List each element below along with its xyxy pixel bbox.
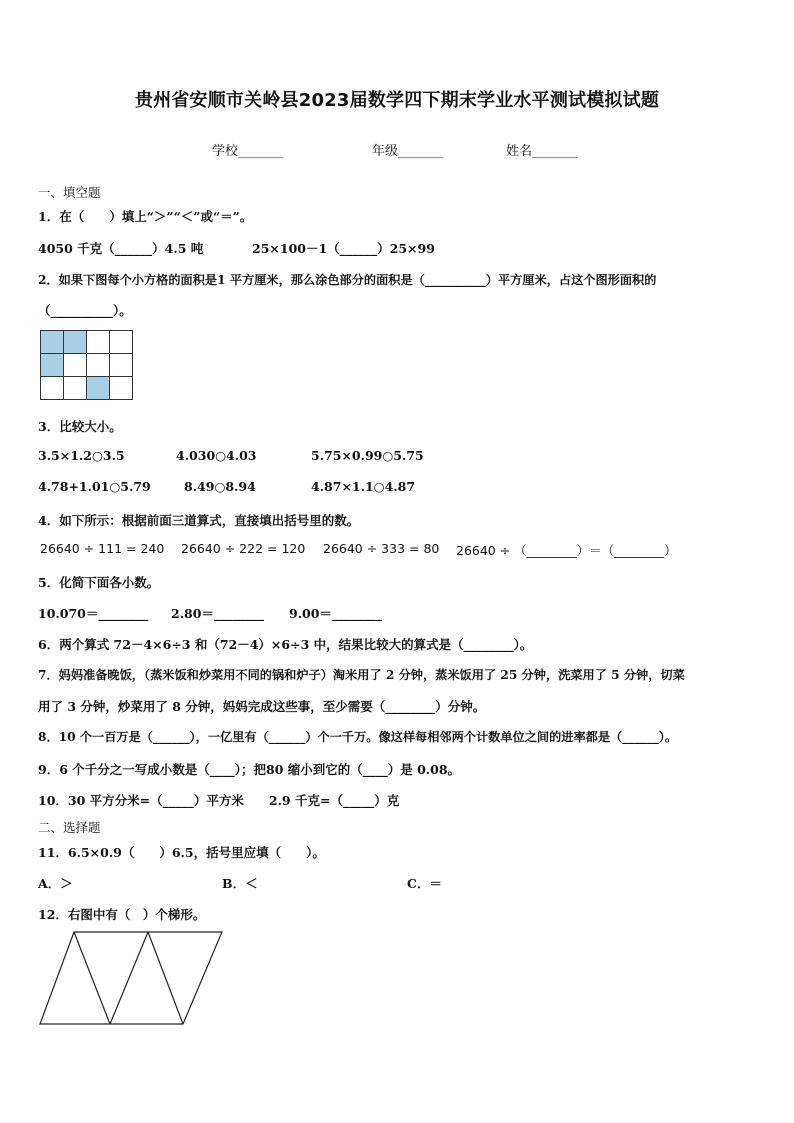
question-2-line-1: 2．如果下图每个小方格的面积是1 平方厘米，那么涂色部分的面积是（__________）平方厘米，占这个图形面积的	[38, 273, 657, 287]
question-5-item-3: 9.00＝________	[289, 606, 382, 621]
section-heading-fill-in: 一、填空题	[38, 185, 101, 200]
grid-cell-shaded	[41, 331, 64, 354]
question-11-option-b: B．＜	[222, 876, 258, 891]
question-11-stem: 11．6.5×0.9（ ）6.5，括号里应填（ ）。	[38, 845, 325, 860]
grid-cell-shaded	[64, 331, 87, 354]
question-3-item-4: 4.78+1.01○5.79	[38, 479, 151, 494]
question-3-item-1: 3.5×1.2○3.5	[38, 448, 125, 463]
page-title: 贵州省安顺市关岭县2023届数学四下期末学业水平测试模拟试题	[134, 90, 660, 111]
inner-line-1	[74, 932, 110, 1024]
inner-line-3	[148, 932, 183, 1024]
question-5-stem: 5．化简下面各小数。	[38, 575, 160, 590]
question-1-item-b: 25×100－1（______）25×99	[252, 241, 435, 256]
question-11-option-c: C．＝	[407, 876, 442, 891]
question-10: 10．30 平方分米=（_____）平方米 2.9 千克=（_____）克	[38, 793, 400, 808]
question-7-line-2: 用了 3 分钟，炒菜用了 8 分钟，妈妈完成这些事，至少需要（________）分钟。	[38, 699, 486, 714]
question-11-option-a: A．＞	[38, 876, 73, 891]
grid-cell-shaded	[41, 354, 64, 377]
grid-cell	[110, 331, 133, 354]
grid-cell	[110, 377, 133, 400]
question-3-item-6: 4.87×1.1○4.87	[311, 479, 416, 494]
question-4-equation-1: 26640 ÷ 111 = 240	[40, 541, 165, 556]
question-3-item-5: 8.49○8.94	[184, 479, 256, 494]
grid-cell-shaded	[87, 377, 110, 400]
question-8: 8．10 个一百万是（______），一亿里有（______）个一千万。像这样每相邻两个计数单位之间的进率都是（______）。	[38, 730, 678, 744]
question-4-equation-2: 26640 ÷ 222 = 120	[181, 541, 306, 556]
question-6: 6．两个算式 72－4×6÷3 和（72－4）×6÷3 中，结果比较大的算式是（________）。	[38, 637, 533, 652]
grid-cell	[41, 377, 64, 400]
question-1-stem: 1．在（ ）填上“＞”“＜”或“＝”。	[38, 209, 253, 224]
name-field: 姓名_______	[506, 144, 578, 159]
grid-cell	[87, 331, 110, 354]
question-5-item-2: 2.80＝________	[171, 606, 264, 621]
question-12-stem: 12．右图中有（ ）个梯形。	[38, 907, 206, 922]
question-4-equation-3: 26640 ÷ 333 = 80	[323, 541, 440, 556]
grid-cell	[87, 354, 110, 377]
section-heading-multiple-choice: 二、选择题	[38, 820, 101, 835]
trapezoid-count-figure	[38, 930, 224, 1026]
question-4-stem: 4．如下所示：根据前面三道算式，直接填出括号里的数。	[38, 513, 360, 528]
question-7-line-1: 7．妈妈准备晚饭，（蒸米饭和炒菜用不同的锅和炉子）淘米用了 2 分钟，蒸米饭用了 25 分钟，洗菜用了 5 分钟，切菜	[38, 668, 685, 682]
outer-parallelogram-outline	[40, 932, 222, 1024]
inner-line-2	[110, 932, 148, 1024]
question-3-item-2: 4.030○4.03	[176, 448, 257, 463]
question-3-stem: 3．比较大小。	[38, 419, 122, 434]
question-4-equation-4: 26640 ÷ （________）＝（________）	[456, 543, 677, 558]
question-9: 9．6 个千分之一写成小数是（____）；把80 缩小到它的（____）是 0.08。	[38, 762, 461, 777]
area-grid-figure	[40, 330, 135, 402]
question-5-item-1: 10.070＝________	[38, 606, 149, 621]
grid-cell	[110, 354, 133, 377]
school-field: 学校_______	[212, 144, 284, 159]
question-1-item-a: 4050 千克（______）4.5 吨	[38, 241, 204, 256]
question-2-line-2: （__________）。	[38, 303, 132, 318]
grade-field: 年级_______	[372, 144, 444, 159]
grid-cell	[64, 377, 87, 400]
grid-cell	[64, 354, 87, 377]
question-3-item-3: 5.75×0.99○5.75	[311, 448, 424, 463]
